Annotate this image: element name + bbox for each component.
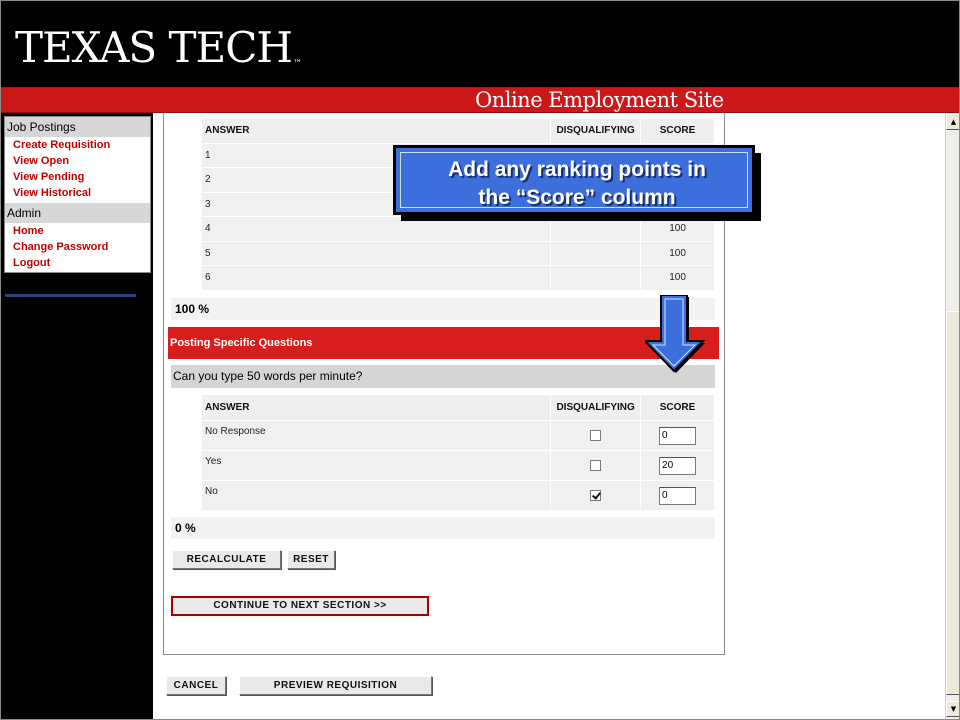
- menu-heading-admin: Admin: [5, 203, 150, 223]
- site-title: Online Employment Site: [475, 88, 724, 112]
- nav-link-change-password[interactable]: Change Password: [13, 241, 109, 253]
- scrollbar-thumb[interactable]: [946, 311, 960, 695]
- callout-line-1: Add any ranking points in: [448, 158, 706, 181]
- score-cell: 100: [641, 266, 715, 291]
- answer-cell: No: [202, 481, 551, 511]
- left-sidebar: [1, 113, 153, 720]
- answer-cell: 1: [202, 143, 551, 168]
- score-cell: 100: [641, 241, 715, 266]
- nav-link-create-requisition[interactable]: Create Requisition: [13, 139, 111, 151]
- col-score-header: SCORE: [641, 395, 715, 421]
- callout-line-2: the “Score” column: [478, 186, 676, 209]
- table-row: [202, 241, 715, 266]
- vertical-scrollbar[interactable]: [945, 113, 960, 719]
- col-disqualifying-header: DISQUALIFYING: [551, 119, 641, 144]
- logo-trademark: ™: [292, 59, 301, 69]
- answer-table: [201, 394, 715, 511]
- prev-question-percent: 100 %: [171, 298, 715, 320]
- disqualifying-checkbox[interactable]: [590, 430, 601, 441]
- nav-link-logout[interactable]: Logout: [13, 257, 51, 269]
- reset-button[interactable]: RESET: [287, 550, 335, 569]
- table-row: [202, 266, 715, 291]
- continue-button[interactable]: CONTINUE TO NEXT SECTION >>: [171, 596, 429, 616]
- section-header: Posting Specific Questions: [168, 327, 719, 359]
- nav-divider: [5, 294, 136, 297]
- callout-text: [396, 156, 758, 212]
- question-text: Can you type 50 words per minute?: [171, 365, 715, 388]
- col-disqualifying-header: DISQUALIFYING: [551, 395, 641, 421]
- col-score-header: SCORE: [641, 119, 715, 144]
- table-row: [202, 451, 715, 481]
- recalculate-button[interactable]: RECALCULATE: [172, 550, 281, 569]
- answer-cell: 4: [202, 217, 551, 242]
- nav-link-view-pending[interactable]: View Pending: [13, 171, 85, 183]
- site-header: [1, 1, 960, 87]
- answer-cell: Yes: [202, 451, 551, 481]
- answer-cell: 6: [202, 266, 551, 291]
- disqualifying-checkbox[interactable]: [590, 490, 601, 501]
- instruction-callout: [393, 145, 763, 223]
- answer-cell: 5: [202, 241, 551, 266]
- table-header-row: [202, 119, 715, 144]
- nav-link-home[interactable]: Home: [13, 225, 44, 237]
- nav-menu: [4, 116, 151, 273]
- scroll-down-icon[interactable]: ▼: [946, 701, 960, 717]
- scroll-up-icon[interactable]: ▲: [946, 114, 960, 130]
- preview-requisition-button[interactable]: PREVIEW REQUISITION: [239, 676, 432, 695]
- answer-cell: 2: [202, 168, 551, 193]
- score-input[interactable]: [659, 487, 696, 505]
- answer-cell: No Response: [202, 421, 551, 451]
- question-percent: 0 %: [171, 517, 715, 539]
- down-arrow-icon: [645, 295, 707, 375]
- score-input[interactable]: [659, 427, 696, 445]
- table-header-row: [202, 395, 715, 421]
- score-cell: 100: [641, 217, 715, 242]
- answer-cell: 3: [202, 192, 551, 217]
- disqualifying-checkbox[interactable]: [590, 460, 601, 471]
- col-answer-header: ANSWER: [202, 119, 551, 144]
- logo-text: TEXAS TECH: [15, 23, 292, 72]
- cancel-button[interactable]: CANCEL: [166, 676, 226, 695]
- nav-link-view-historical[interactable]: View Historical: [13, 187, 92, 199]
- nav-link-view-open[interactable]: View Open: [13, 155, 70, 167]
- table-row: [202, 481, 715, 511]
- texas-tech-logo[interactable]: [15, 23, 301, 72]
- col-answer-header: ANSWER: [202, 395, 551, 421]
- table-row: [202, 421, 715, 451]
- score-input[interactable]: [659, 457, 696, 475]
- menu-heading-job-postings: Job Postings: [5, 117, 150, 137]
